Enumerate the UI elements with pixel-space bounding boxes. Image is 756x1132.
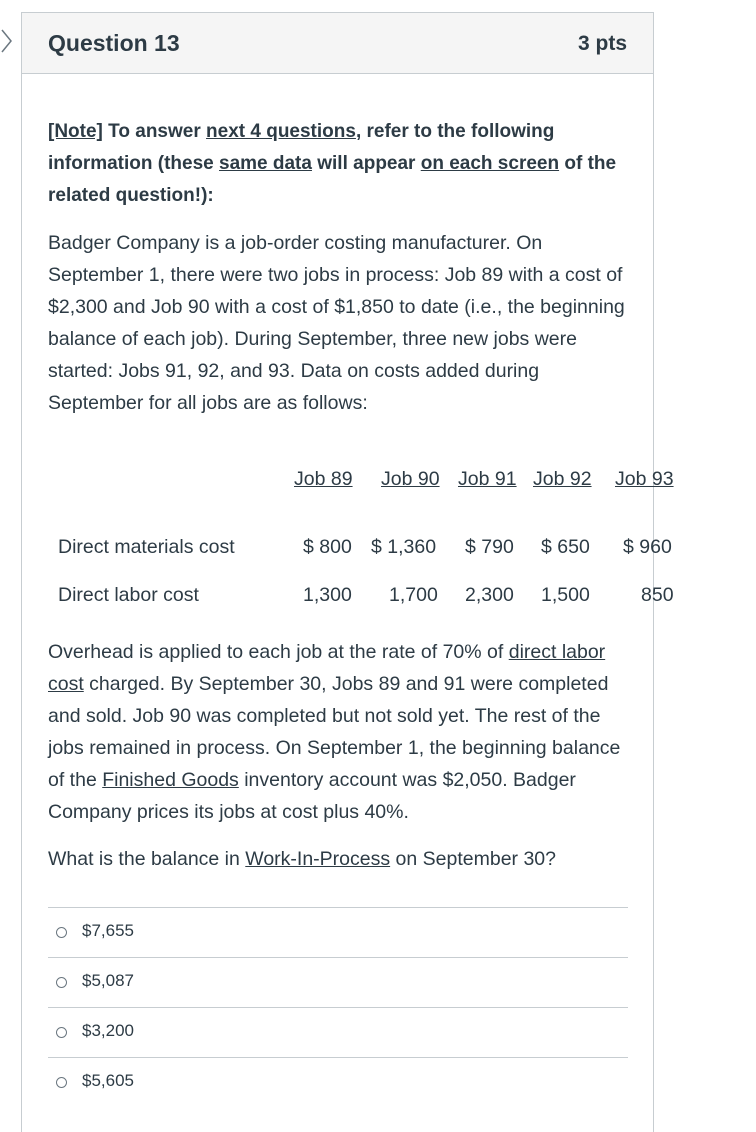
table-header-job-91: Job 91	[458, 468, 517, 490]
note-label: [Note]	[48, 121, 103, 142]
answer-label[interactable]: $7,655	[82, 921, 134, 940]
work-in-process-term: Work-In-Process	[245, 848, 391, 870]
dl-job-91: 2,300	[465, 584, 514, 606]
overhead-description: Overhead is applied to each job at the rate of 70% of direct labor cost charged. By September 30, Jobs 89 and 91 were completed and sold. Job 90 was completed but not sold yet. The rest of the jobs remained in process. On September 1, the beginning balance of the Finished Goods inventory account was $2,050. Badger Company prices its jobs at cost plus 40%.	[48, 641, 621, 823]
direct-labor-cost-term: direct labor cost	[48, 641, 606, 695]
table-header-job-92: Job 92	[533, 468, 592, 490]
dm-job-93: $ 960	[623, 536, 672, 558]
answer-label[interactable]: $5,605	[82, 1071, 134, 1090]
chevron-right-icon[interactable]	[0, 28, 14, 54]
dm-job-91: $ 790	[465, 536, 514, 558]
dl-job-89: 1,300	[303, 584, 352, 606]
answer-label[interactable]: $3,200	[82, 1021, 134, 1040]
radio-button[interactable]	[56, 977, 67, 988]
question-header	[22, 13, 653, 74]
row-label-direct-materials: Direct materials cost	[58, 536, 235, 558]
table-header-job-89: Job 89	[294, 468, 353, 490]
answer-option-2[interactable]	[48, 957, 628, 1007]
question-card	[21, 12, 674, 1132]
dl-job-92: 1,500	[541, 584, 590, 606]
table-header-job-90: Job 90	[381, 468, 440, 490]
question-prompt: What is the balance in Work-In-Process on September 30?	[48, 848, 556, 870]
problem-description: Badger Company is a job-order costing manufacturer. On September 1, there were two jobs in process: Job 89 with a cost of $2,300 and Job 90 with a cost of $1,850 to date (i.e., the beginning balance of each job). During September, three new jobs were started: Jobs 91, 92, and 93. Data on costs added during September for all jobs are as follows:	[48, 232, 625, 414]
answer-label[interactable]: $5,087	[82, 971, 134, 990]
dm-job-89: $ 800	[303, 536, 352, 558]
radio-button[interactable]	[56, 1077, 67, 1088]
radio-button[interactable]	[56, 927, 67, 938]
answer-option-1[interactable]	[48, 907, 628, 957]
question-title: Question 13	[48, 30, 180, 56]
dm-job-92: $ 650	[541, 536, 590, 558]
finished-goods-term: Finished Goods	[102, 769, 239, 791]
table-header-job-93: Job 93	[615, 468, 674, 490]
answer-list	[48, 907, 628, 1107]
question-points: 3 pts	[577, 32, 627, 55]
row-label-direct-labor: Direct labor cost	[58, 584, 199, 606]
dm-job-90: $ 1,360	[371, 536, 437, 558]
radio-button[interactable]	[56, 1027, 67, 1038]
answer-option-4[interactable]	[48, 1057, 628, 1107]
note-text: [Note] To answer next 4 questions, refer to the following information (these same data will appear on each screen of the related question!):	[48, 121, 617, 206]
answer-option-3[interactable]	[48, 1007, 628, 1057]
dl-job-90: 1,700	[389, 584, 438, 606]
dl-job-93: 850	[641, 584, 674, 606]
